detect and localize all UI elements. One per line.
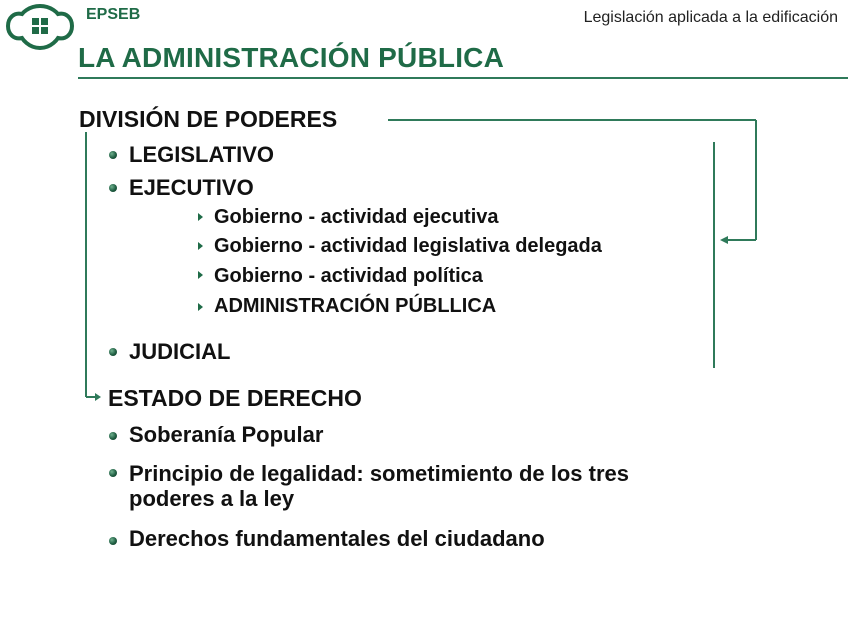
- page-title: LA ADMINISTRACIÓN PÚBLICA: [78, 42, 505, 73]
- bullet-dot-icon: [109, 184, 117, 192]
- item-legislativo: LEGISLATIVO: [129, 142, 275, 167]
- triangle-bullet-icon: [198, 271, 203, 279]
- sub-item: Gobierno - actividad política: [214, 265, 483, 287]
- bullet-dot-icon: [109, 469, 117, 477]
- triangle-bullet-icon: [198, 242, 203, 250]
- brand-name: EPSEB: [86, 6, 141, 23]
- bullet-dot-icon: [109, 348, 117, 356]
- sub-item: Gobierno - actividad legislativa delegada: [214, 235, 602, 257]
- bullet-dot-icon: [109, 432, 117, 440]
- triangle-bullet-icon: [198, 213, 203, 221]
- estado-item: Derechos fundamentales del ciudadano: [129, 526, 545, 551]
- division-heading: DIVISIÓN DE PODERES: [79, 106, 338, 132]
- sub-item: Gobierno - actividad ejecutiva: [214, 206, 499, 228]
- bullet-dot-icon: [109, 151, 117, 159]
- estado-item: Soberanía Popular: [129, 422, 324, 447]
- estado-heading: ESTADO DE DERECHO: [108, 385, 362, 411]
- item-judicial: JUDICIAL: [129, 339, 231, 364]
- bullet-dot-icon: [109, 537, 117, 545]
- sub-item: ADMINISTRACIÓN PÚBLLICA: [214, 295, 497, 317]
- estado-item-continuation: poderes a la ley: [129, 486, 295, 511]
- item-ejecutivo: EJECUTIVO: [129, 175, 254, 200]
- estado-item: Principio de legalidad: sometimiento de los tres: [129, 461, 629, 486]
- triangle-bullet-icon: [198, 303, 203, 311]
- course-title: Legislación aplicada a la edificación: [583, 9, 838, 26]
